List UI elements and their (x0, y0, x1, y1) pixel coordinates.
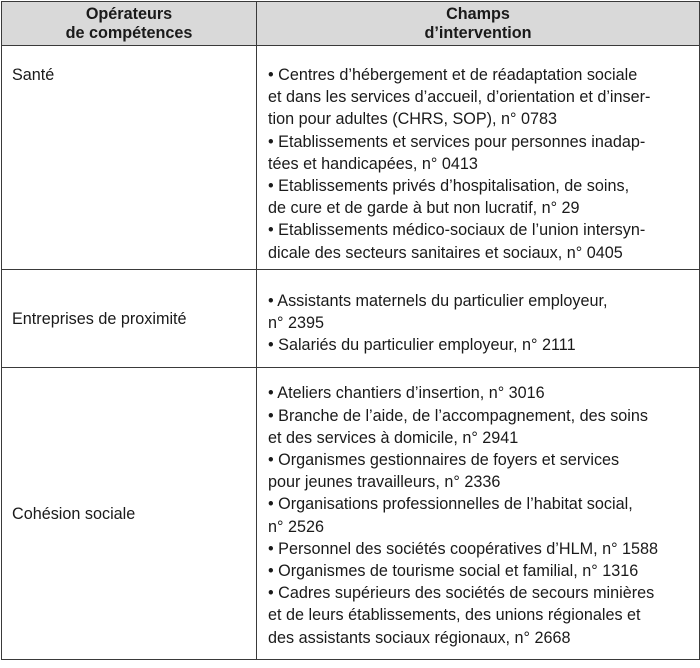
field-line: • Organismes gestionnaires de foyers et services (268, 451, 620, 470)
field-line: • Personnel des sociétés coopératives d’HLM, n° 1588 (268, 539, 659, 558)
field-line: • Ateliers chantiers d’insertion, n° 3016 (268, 384, 545, 403)
field-line: et de leurs établissements, des unions régionales et (268, 606, 641, 625)
operator-cell: Cohésion sociale (2, 368, 257, 659)
header-operators (2, 2, 257, 46)
field-line: tion pour adultes (CHRS, SOP), n° 0783 (268, 110, 557, 129)
field-line: n° 2526 (268, 517, 324, 536)
field-line: dicale des secteurs sanitaires et sociaux, n° 0405 (268, 243, 623, 262)
field-line: • Etablissements médico-sociaux de l’union intersyn- (268, 221, 646, 240)
table-row (2, 46, 700, 270)
table-header (2, 2, 700, 46)
field-line: • Centres d’hébergement et de réadaptation sociale (268, 66, 638, 84)
field-line: tées et handicapées, n° 0413 (268, 154, 478, 173)
table-row (2, 368, 700, 659)
fields-cell (257, 269, 700, 368)
field-line: et des services à domicile, n° 2941 (268, 428, 519, 447)
skills-operators-table (1, 1, 700, 660)
header-operators-line: Opérateurs (85, 5, 173, 23)
field-line: • Organismes de tourisme social et familial, n° 1316 (268, 562, 639, 581)
field-line: • Cadres supérieurs des sociétés de secours minières (268, 584, 655, 603)
table-row (2, 269, 700, 368)
operator-cell: Santé (2, 46, 257, 270)
field-line: de cure et de garde à but non lucratif, n° 29 (268, 199, 580, 218)
field-line: • Branche de l’aide, de l’accompagnement, des soins (268, 406, 649, 425)
header-fields (257, 2, 700, 46)
fields-cell (257, 368, 700, 659)
fields-cell (257, 46, 700, 270)
field-line: n° 2395 (268, 314, 324, 333)
field-line: • Salariés du particulier employeur, n° 2111 (268, 336, 576, 355)
field-line: pour jeunes travailleurs, n° 2336 (268, 473, 501, 492)
field-line: • Assistants maternels du particulier employeur, (268, 291, 608, 310)
operator-cell: Entreprises de proximité (2, 269, 257, 368)
field-line: • Etablissements et services pour personnes inadap- (268, 132, 646, 151)
header-fields-line: d’intervention (424, 23, 532, 42)
header-fields-line: Champs (446, 5, 510, 23)
field-line: • Etablissements privés d’hospitalisation, de soins, (268, 177, 630, 196)
field-line: et dans les services d’accueil, d’orientation et d’inser- (268, 88, 651, 107)
header-operators-line: de compétences (65, 23, 193, 42)
field-line: • Organisations professionnelles de l’habitat social, (268, 495, 633, 514)
field-line: des assistants sociaux régionaux, n° 2668 (268, 628, 571, 647)
